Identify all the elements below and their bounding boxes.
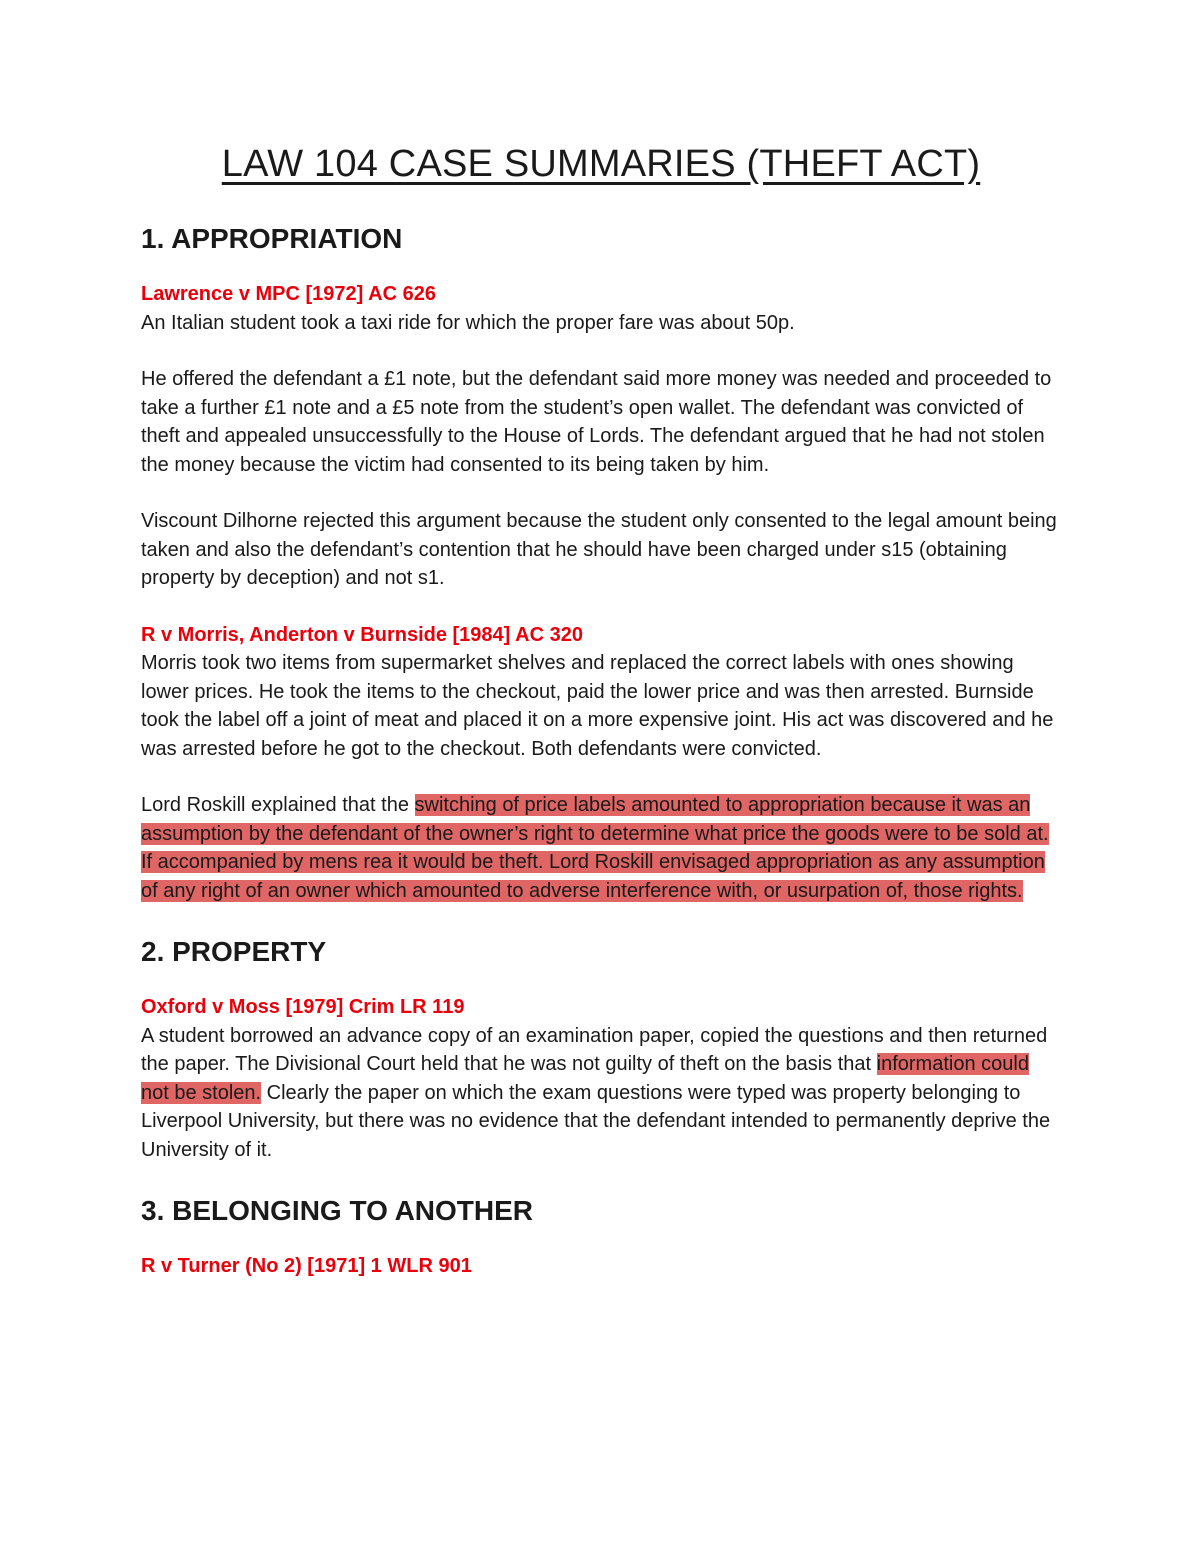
case-oxford-v-moss xyxy=(141,993,1061,1164)
case-title: R v Turner (No 2) [1971] 1 WLR 901 xyxy=(141,1255,472,1277)
document-title: LAW 104 CASE SUMMARIES (THEFT ACT) xyxy=(221,143,981,185)
case-lawrence xyxy=(141,280,1061,593)
case-paragraph: An Italian student took a taxi ride for which the proper fare was about 50p. xyxy=(141,311,795,334)
highlighted-text: switching of price labels amounted to appropriation because it was an assumption by the defendant of the owner’s right to determine what price the goods were to be sold at. If accompanied by mens rea it would be theft. Lord Roskill envisaged appropriation as any assumption of any right of an owner which amounted to adverse interference with, or usurpation of, those rights. xyxy=(141,794,1049,902)
case-title: R v Morris, Anderton v Burnside [1984] AC 320 xyxy=(141,623,583,646)
case-paragraph-highlighted xyxy=(141,1022,1061,1165)
document-page xyxy=(141,138,1061,1281)
case-paragraph-highlighted xyxy=(141,791,1061,905)
case-title: Lawrence v MPC [1972] AC 626 xyxy=(141,283,436,305)
case-turner xyxy=(141,1252,1061,1281)
paragraph-text: Lord Roskill explained that the xyxy=(141,794,415,816)
highlighted-text: information could not be stolen. xyxy=(141,1053,1029,1104)
section-heading-appropriation: 1. APPROPRIATION xyxy=(141,223,403,254)
paragraph-text: Clearly the paper on which the exam questions were typed was property belonging to Liverpool University, but there was no evidence that the defendant intended to permanently deprive the University of it. xyxy=(141,1081,1051,1161)
section-heading-property: 2. PROPERTY xyxy=(141,936,327,967)
case-morris xyxy=(141,621,1061,906)
case-paragraph: Morris took two items from supermarket shelves and replaced the correct labels with ones showing lower prices. He took the items to the checkout, paid the lower price and was then arrested. Burnside took the label off a joint of meat and placed it on a more expensive joint. His act was discovered and he was arrested before he got to the checkout. Both defendants were convicted. xyxy=(141,652,1054,760)
paragraph-text: A student borrowed an advance copy of an examination paper, copied the questions and then returned the paper. The Divisional Court held that he was not guilty of theft on the basis that xyxy=(141,1024,1048,1075)
case-paragraph: Viscount Dilhorne rejected this argument because the student only consented to the legal amount being taken and also the defendant’s contention that he should have been charged under s15 (obtaining property by deception) and not s1. xyxy=(141,510,1057,589)
case-title: Oxford v Moss [1979] Crim LR 119 xyxy=(141,996,465,1018)
section-heading-belonging-to-another: 3. BELONGING TO ANOTHER xyxy=(141,1195,534,1226)
case-paragraph: He offered the defendant a £1 note, but the defendant said more money was needed and proceeded to take a further £1 note and a £5 note from the student’s open wallet. The defendant was convicted of theft and appealed unsuccessfully to the House of Lords. The defendant argued that he had not stolen the money because the victim had consented to its being taken by him. xyxy=(141,368,1052,476)
